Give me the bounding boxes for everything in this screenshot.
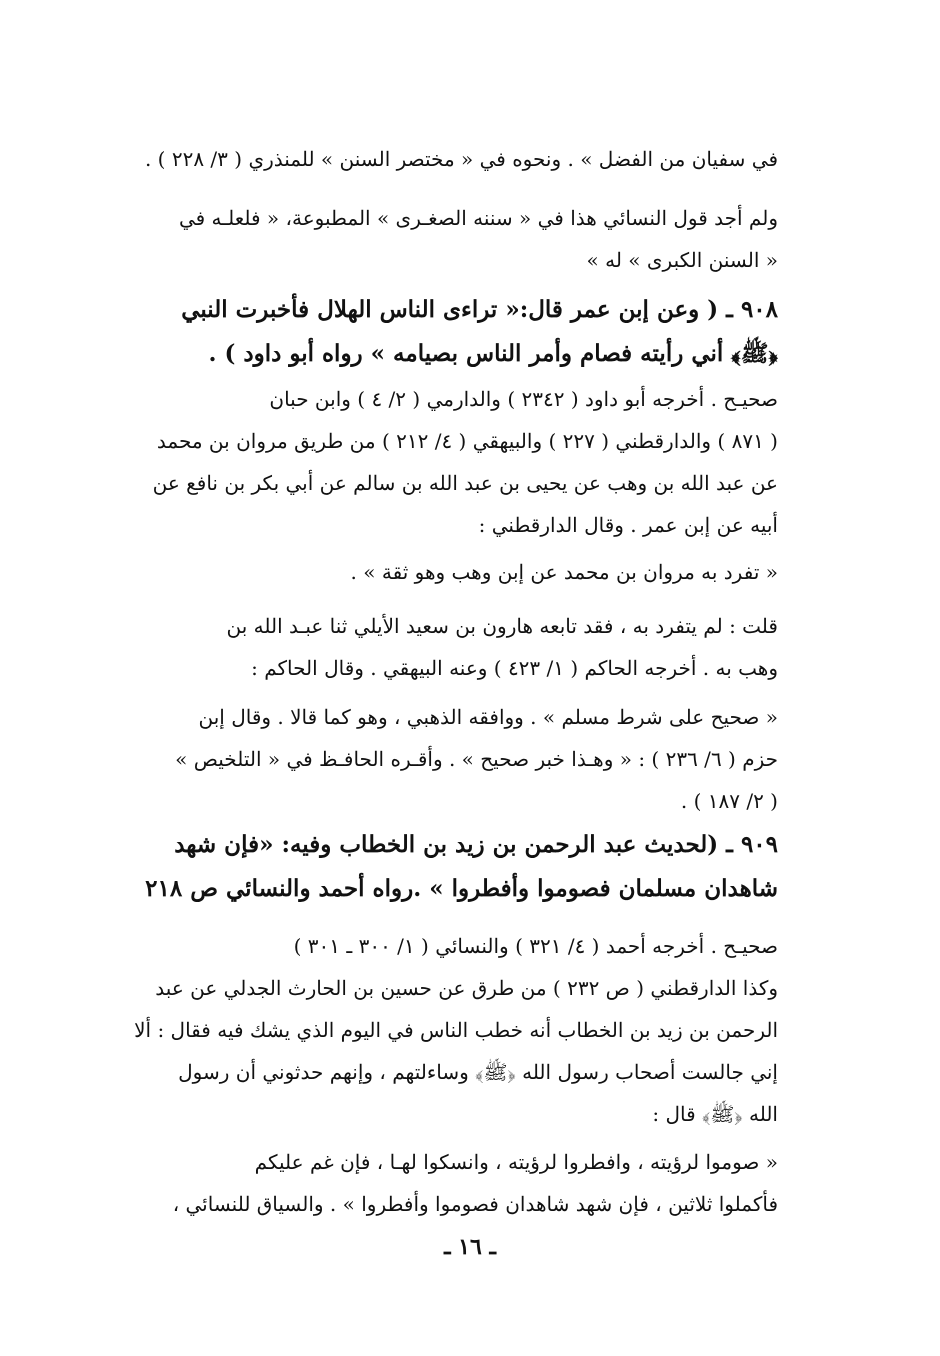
text-line: « صحيح على شرط مسلم » . ووافقه الذهبي ، وهو كما قالا . وقال إبن [198, 705, 778, 729]
text-line: الرحمن بن زيد بن الخطاب أنه خطب الناس في اليوم الذي يشك فيه فقال : ألا [134, 1018, 778, 1042]
hadith-909-grading [98, 925, 778, 1135]
text-line: ولم أجد قول النسائي هذا في « سننه الصغـرى » المطبوعة، « فلعلـه في [178, 206, 778, 230]
text-line: في سفيان من الفضل » . ونحوه في « مختصر السنن » للمنذري ( ٣/ ٢٢٨ ) . [144, 147, 778, 171]
text-line: شاهدان مسلمان فصوموا وأفطروا » .رواه أحمد والنسائي ص ٢١٨ [145, 875, 778, 902]
text-line: حزم ( ٦/ ٢٣٦ ) : « وهـذا خبر صحيح » . وأقـره الحافـظ في « التلخيص » [175, 747, 778, 771]
quote-daraqutni [98, 551, 778, 593]
text-line: صحيـح . أخرجه أحمد ( ٤/ ٣٢١ ) والنسائي ( ١/ ٣٠٠ ـ ٣٠١ ) [293, 934, 778, 958]
page-number: ـ ١٦ ـ [444, 1234, 496, 1260]
text-line: « صوموا لرؤيته ، وافطروا لرؤيته ، وانسكوا لهـا ، فإن غم عليكم [254, 1150, 778, 1174]
hadith-908-grading [98, 378, 778, 546]
text-line: ٩٠٩ ـ (لحديث عبد الرحمن بن زيد بن الخطاب وفيه: «فإن شهد [174, 831, 778, 858]
text-line: أبيه عن إبن عمر . وقال الدارقطني : [478, 513, 778, 537]
text-line: الله ﴿ﷺ﴾ قال : [652, 1102, 778, 1126]
text-line: فأكملوا ثلاثين ، فإن شهد شاهدان فصوموا وأفطروا » . والسياق للنسائي ، [172, 1192, 778, 1216]
text-line: ﴿ﷺ﴾ أني رأيته فصام وأمر الناس بصيامه » رواه أبو داود ) . [208, 340, 778, 367]
paragraph-qultu [98, 605, 778, 689]
paragraph-note [98, 197, 778, 281]
text-line: ٩٠٨ ـ ( وعن إبن عمر قال:« تراءى الناس الهلال فأخبرت النبي [181, 296, 778, 323]
text-line: قلت : لم يتفرد به ، فقد تابعه هارون بن سعيد الأيلي ثنا عبـد الله بن [226, 614, 778, 638]
paragraph-continuation [98, 138, 778, 180]
text-line: « تفرد به مروان بن محمد عن إبن وهب وهو ثقة » . [350, 560, 778, 584]
hadith-909-heading [98, 823, 778, 911]
text-line: ( ٨٧١ ) والدارقطني ( ٢٢٧ ) والبيهقي ( ٤/ ٢١٢ ) من طريق مروان بن محمد [156, 429, 778, 453]
text-line: وكذا الدارقطني ( ص ٢٣٢ ) من طرق عن حسين بن الحارث الجدلي عن عبد [155, 976, 778, 1000]
text-line: عن عبد الله بن وهب عن يحيى بن عبد الله بن سالم عن أبي بكر بن نافع عن [152, 471, 778, 495]
text-line: « السنن الكبرى » له » [586, 248, 778, 272]
text-line: صحيـح . أخرجه أبو داود ( ٢٣٤٢ ) والدارمي ( ٢/ ٤ ) وابن حبان [269, 387, 778, 411]
text-line: وهب به . أخرجه الحاكم ( ١/ ٤٢٣ ) وعنه البيهقي . وقال الحاكم : [251, 656, 778, 680]
text-line: ( ٢/ ١٨٧ ) . [680, 789, 778, 813]
paragraph-hakim [98, 696, 778, 822]
text-line: إني جالست أصحاب رسول الله ﴿ﷺ﴾ وساءلتهم ، وإنهم حدثوني أن رسول [178, 1060, 778, 1084]
quote-sawmu [98, 1141, 778, 1225]
hadith-908-heading [98, 288, 778, 376]
